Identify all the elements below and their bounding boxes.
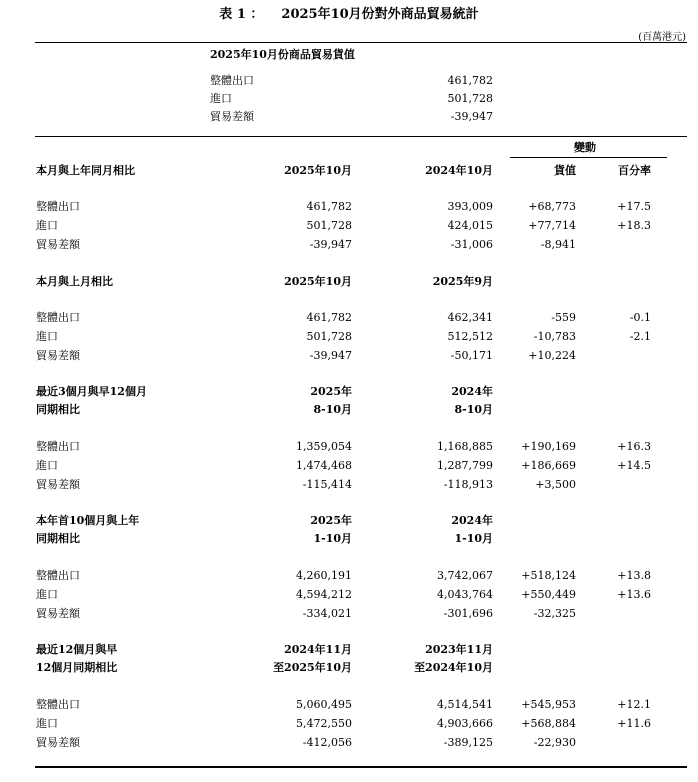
value-current: 1,359,054	[296, 440, 352, 453]
value-current: 5,060,495	[296, 698, 352, 711]
change-value: -8,941	[540, 238, 576, 251]
value-previous: 3,742,067	[437, 569, 493, 582]
period-header-current: 2025年10月	[284, 275, 352, 288]
section-title-line2: 同期相比	[36, 532, 80, 545]
value-current: 4,260,191	[296, 569, 352, 582]
change-percent: +13.6	[617, 588, 651, 601]
change-percent: +13.8	[617, 569, 651, 582]
table-title-text: 2025年10月份對外商品貿易統計	[281, 7, 479, 22]
change-group-header: 變動	[574, 141, 596, 154]
row-label: 進口	[36, 330, 58, 343]
value-previous: -118,913	[443, 478, 493, 491]
summary-row-label: 進口	[210, 92, 232, 105]
change-percent: +17.5	[617, 200, 651, 213]
change-percent: +11.6	[617, 717, 651, 730]
row-label: 進口	[36, 459, 58, 472]
value-current: -39,947	[309, 349, 352, 362]
change-percent: -0.1	[629, 311, 651, 324]
row-label: 整體出口	[36, 311, 80, 324]
period-header-current: 2025年	[310, 514, 352, 527]
change-value: +518,124	[521, 569, 576, 582]
period-header-current: 2025年10月	[284, 164, 352, 177]
header-rule	[35, 136, 687, 137]
period-header-previous: 2024年	[451, 385, 493, 398]
table-number: 表 1 ：	[219, 7, 264, 22]
value-previous: 393,009	[447, 200, 493, 213]
top-rule	[35, 42, 687, 43]
change-value: -22,930	[533, 736, 576, 749]
row-label: 貿易差額	[36, 607, 80, 620]
value-current: -115,414	[302, 478, 352, 491]
value-previous: 1,287,799	[437, 459, 493, 472]
value-previous: 512,512	[447, 330, 493, 343]
summary-row-value: 501,728	[447, 92, 493, 105]
row-label: 貿易差額	[36, 478, 80, 491]
summary-row-label: 貿易差額	[210, 110, 254, 123]
row-label: 貿易差額	[36, 238, 80, 251]
change-value: +77,714	[528, 219, 576, 232]
change-percent: +18.3	[617, 219, 651, 232]
unit-note: (百萬港元)	[638, 32, 686, 43]
change-value-header: 貨值	[554, 164, 576, 177]
value-previous: -50,171	[450, 349, 493, 362]
change-value: -559	[551, 311, 576, 324]
value-current: 501,728	[306, 330, 352, 343]
section-title: 本年首10個月與上年	[36, 514, 140, 527]
row-label: 整體出口	[36, 698, 80, 711]
change-value: +68,773	[528, 200, 576, 213]
period-header-previous-line2: 至2024年10月	[414, 661, 493, 674]
value-current: -334,021	[302, 607, 352, 620]
value-current: 5,472,550	[296, 717, 352, 730]
period-header-current: 2024年11月	[284, 643, 352, 656]
section-title: 最近12個月與早	[36, 643, 118, 656]
summary-row-value: -39,947	[450, 110, 493, 123]
summary-heading: 2025年10月份商品貿易貨值	[210, 48, 355, 61]
change-value: -32,325	[533, 607, 576, 620]
row-label: 進口	[36, 717, 58, 730]
section-title-line2: 12個月同期相比	[36, 661, 118, 674]
change-value: +3,500	[535, 478, 576, 491]
row-label: 貿易差額	[36, 349, 80, 362]
value-current: 4,594,212	[296, 588, 352, 601]
row-label: 整體出口	[36, 200, 80, 213]
table-title	[0, 8, 698, 22]
section-title: 本月與上年同月相比	[36, 164, 135, 177]
row-label: 進口	[36, 588, 58, 601]
change-value: +568,884	[521, 717, 576, 730]
section-title: 最近3個月與早12個月	[36, 385, 147, 398]
change-percent: +16.3	[617, 440, 651, 453]
bottom-rule	[35, 766, 687, 768]
change-underline	[510, 157, 667, 158]
summary-row-label: 整體出口	[210, 74, 254, 87]
change-value: +190,169	[521, 440, 576, 453]
change-value: +186,669	[521, 459, 576, 472]
period-header-previous: 2024年10月	[425, 164, 493, 177]
value-current: 461,782	[306, 311, 352, 324]
value-previous: 4,903,666	[437, 717, 493, 730]
period-header-previous: 2025年9月	[432, 275, 493, 288]
period-header-current: 2025年	[310, 385, 352, 398]
period-header-previous: 2023年11月	[425, 643, 493, 656]
summary-row-value: 461,782	[447, 74, 493, 87]
period-header-current-line2: 8-10月	[313, 403, 352, 416]
change-percent-header: 百分率	[618, 164, 651, 177]
value-previous: 1,168,885	[437, 440, 493, 453]
change-percent: +14.5	[617, 459, 651, 472]
value-current: 501,728	[306, 219, 352, 232]
value-current: -412,056	[302, 736, 352, 749]
change-value: +545,953	[521, 698, 576, 711]
value-previous: -31,006	[450, 238, 493, 251]
value-previous: 462,341	[447, 311, 493, 324]
value-previous: -301,696	[443, 607, 493, 620]
row-label: 貿易差額	[36, 736, 80, 749]
period-header-previous-line2: 1-10月	[454, 532, 493, 545]
change-value: -10,783	[533, 330, 576, 343]
value-current: -39,947	[309, 238, 352, 251]
section-title-line2: 同期相比	[36, 403, 80, 416]
value-previous: 424,015	[447, 219, 493, 232]
value-previous: 4,043,764	[437, 588, 493, 601]
change-value: +550,449	[521, 588, 576, 601]
row-label: 整體出口	[36, 569, 80, 582]
value-current: 461,782	[306, 200, 352, 213]
value-previous: -389,125	[443, 736, 493, 749]
change-value: +10,224	[528, 349, 576, 362]
period-header-previous: 2024年	[451, 514, 493, 527]
period-header-current-line2: 1-10月	[313, 532, 352, 545]
change-percent: -2.1	[629, 330, 651, 343]
period-header-previous-line2: 8-10月	[454, 403, 493, 416]
section-title: 本月與上月相比	[36, 275, 113, 288]
value-current: 1,474,468	[296, 459, 352, 472]
value-previous: 4,514,541	[437, 698, 493, 711]
period-header-current-line2: 至2025年10月	[273, 661, 352, 674]
change-percent: +12.1	[617, 698, 651, 711]
row-label: 整體出口	[36, 440, 80, 453]
row-label: 進口	[36, 219, 58, 232]
